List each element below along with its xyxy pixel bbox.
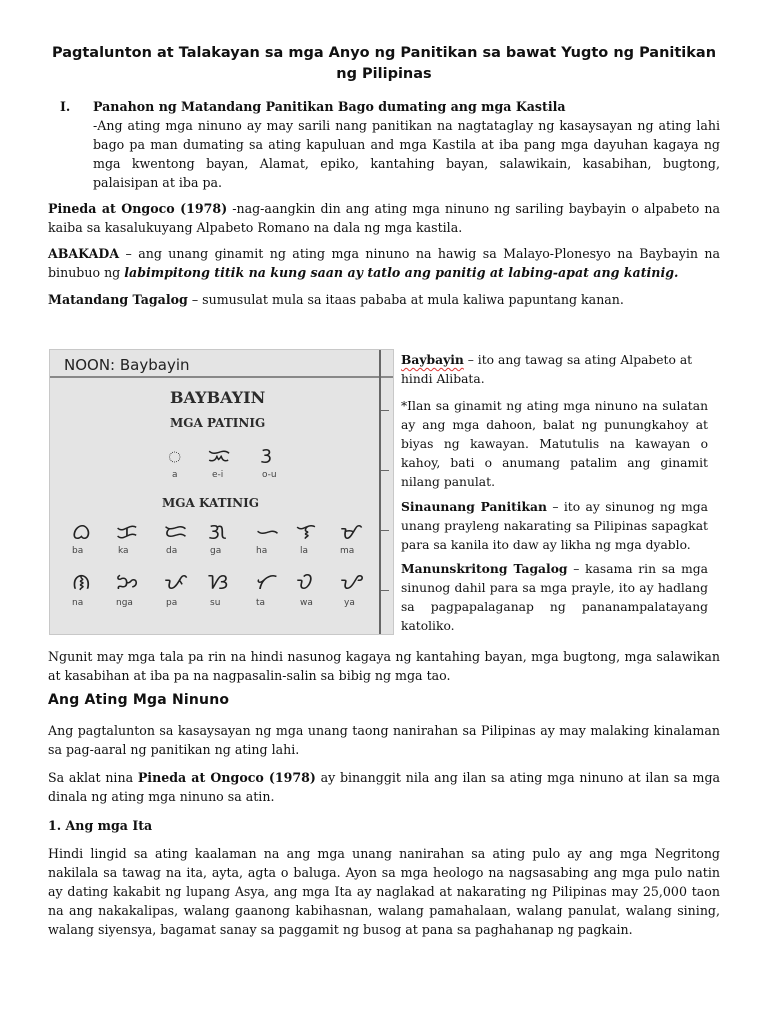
ita-paragraph: Hindi lingid sa ating kaalaman na ang mga unang nanirahan sa ating pulo ay ang mga Negritong nakilala sa tawag na ita, ayta, agta o baluga. Ayon sa mga heologo na nagsasabing ang mga pulo natin ay dating kakabit ng lupang Asya, ang mga Ita ay naglakad at nakarating ng Pilipinas may 25,000 taon na ang nakakalipas, walang gaanong kabihasnan, walang pamahalaan, walang panulat, walang sining, walang siyensya, bagamat sanay sa paggamit ng busog at pana sa paghahanap ng pagkain. [48,846,720,937]
document-title: Pagtalunton at Talakayan sa mga Anyo ng Panitikan sa bawat Yugto ng Panitikan ng Pilipinas [51,45,717,82]
consonant-label: ga [210,546,222,556]
consonant-glyph: ᜆ [256,570,278,595]
consonant-glyph: ᜏ [296,570,313,595]
vowel-glyph: ᜂ [260,444,272,469]
consonant-label: la [300,546,309,556]
consonant-glyph: ᜑ [256,520,280,545]
section-1-heading [60,97,720,116]
pagtalunton-paragraph: Ang pagtalunton sa kasaysayan ng mga unang taong nanirahan sa Pilipinas ay may malaking kinalaman sa pag-aaral ng panitikan ng ating lahi. [48,723,720,757]
vowel-glyph: ᜀ [168,443,182,468]
consonant-label: pa [166,598,178,608]
consonant-glyph: ᜎ [296,520,317,545]
image-ruler [379,350,381,634]
section-heading-ninuno: Ang Ating Mga Ninuno [48,692,230,708]
consonant-glyph: ᜃ [116,520,138,545]
section-number: I. [60,99,71,114]
consonant-label: nga [116,598,133,608]
baybayin-note-text: – ito ang tawag sa ating Alpabeto at hindi Alibata. [401,353,693,386]
ruler-tick [379,530,389,531]
sinaunang-note-text: – ito ay sinunog ng mga unang prayleng nakarating sa Pilipinas sapagkat para sa kanila ito daw ay likha ng mga dyablo. [401,500,708,552]
image-heading: BAYBAYIN [170,388,266,407]
consonant-label: da [166,546,178,556]
image-noon-label: NOON: Baybayin [64,356,190,374]
pineda-paragraph [48,199,720,237]
abakada-label: ABAKADA [48,246,120,261]
consonant-label: ha [256,546,268,556]
ruler-tick [379,470,389,471]
consonant-glyph: ᜐ [208,570,229,595]
consonant-label: ma [340,546,355,556]
baybayin-chart-image [49,349,394,635]
consonant-glyph: ᜊ [72,520,91,545]
consonant-label: su [210,598,221,608]
section-title: Panahon ng Matandang Panitikan Bago dumating ang mga Kastila [93,99,566,114]
aklat-authors: Pineda at Ongoco (1978) [137,770,316,785]
consonant-glyph: ᜇ [164,520,188,545]
sinaunang-note [401,497,708,555]
abakada-text: – ang unang ginamit ng ating mga ninuno na hawig sa Malayo-Plonesyo na Baybayin na binubuo ng [48,246,720,280]
aklat-post: ay binanggit nila ang ilan sa ating mga ninuno at ilan sa mga dinala ng ating mga ninuno sa atin. [48,770,721,804]
consonant-glyph: ᜌ [340,570,363,595]
patinig-label: MGA PATINIG [170,416,266,430]
image-divider [50,376,393,378]
aklat-pre: Sa aklat nina [48,770,138,785]
consonant-glyph: ᜈ [72,570,91,595]
vowel-label: e-i [212,470,224,480]
katinig-label: MGA KATINIG [162,496,259,510]
pineda-label: Pineda at Ongoco (1978) [48,201,228,216]
abakada-emphasis: labimpitong titik na kung saan ay tatlo ang panitig at labing-apat ang katinig. [124,265,679,280]
ruler-tick [379,410,389,411]
manunskrito-note [401,559,708,636]
consonant-glyph: ᜉ [164,570,188,595]
writing-materials-note: *Ilan sa ginamit ng ating mga ninuno na sulatan ay ang mga dahoon, balat ng punungkahoy at biyas ng kawayan. Matutulis na kawayan o kahoy, bati o anumang patalim ang ginamit nilang panulat. [401,399,708,489]
manunskrito-term: Manunskritong Tagalog [401,561,568,576]
consonant-label: ba [72,546,84,556]
vowel-label: o-u [262,470,277,480]
aklat-paragraph [48,768,720,806]
consonant-glyph: ᜅ [116,570,139,595]
abakada-paragraph [48,244,720,282]
tagalog-paragraph [48,290,720,309]
vowel-glyph: ᜁ [208,444,231,469]
ruler-tick [379,590,389,591]
manunskrito-note-text: – kasama rin sa mga sinunog dahil para sa mga prayle, ito ay hadlang sa pagpapalaganap ng pananampalatayang katoliko. [401,562,708,633]
vowel-label: a [172,470,178,480]
consonant-label: na [72,598,84,608]
baybayin-term: Baybayin [401,352,464,367]
ngunit-paragraph: Ngunit may mga tala pa rin na hindi nasunog kagaya ng kantahing bayan, mga bugtong, mga salawikan at kasabihan at iba pa na nagpasalin-salin sa bibig ng mga tao. [48,649,720,683]
consonant-glyph: ᜋ [340,520,363,545]
pineda-text: -nag-aangkin din ang ating mga ninuno ng sariling baybayin o alpabeto na kaiba sa kasalukuyang Alpabeto Romano na dala ng mga kastila. [48,201,720,235]
baybayin-note [401,350,708,389]
tagalog-text: – sumusulat mula sa itaas pababa at mula kaliwa papuntang kanan. [187,292,624,307]
consonant-label: wa [300,598,313,608]
tagalog-label: Matandang Tagalog [48,292,188,307]
consonant-label: ta [256,598,266,608]
consonant-label: ka [118,546,129,556]
sinaunang-term: Sinaunang Panitikan [401,499,547,514]
ita-heading: 1. Ang mga Ita [48,818,153,833]
consonant-label: ya [344,598,355,608]
section-1-text: -Ang ating mga ninuno ay may sarili nang panitikan na nagtataglay ng kasaysayan ng ating lahi bago pa man dumating sa ating kapuluan and mga Kastila at iba pang mga dayuhan kagaya ng mga kwentong bayan, Alamat, epiko, kantahing bayan, salawikain, kasabihan, bugtong, palaisipan at iba pa. [93,118,720,190]
consonant-glyph: ᜄ [208,520,227,545]
